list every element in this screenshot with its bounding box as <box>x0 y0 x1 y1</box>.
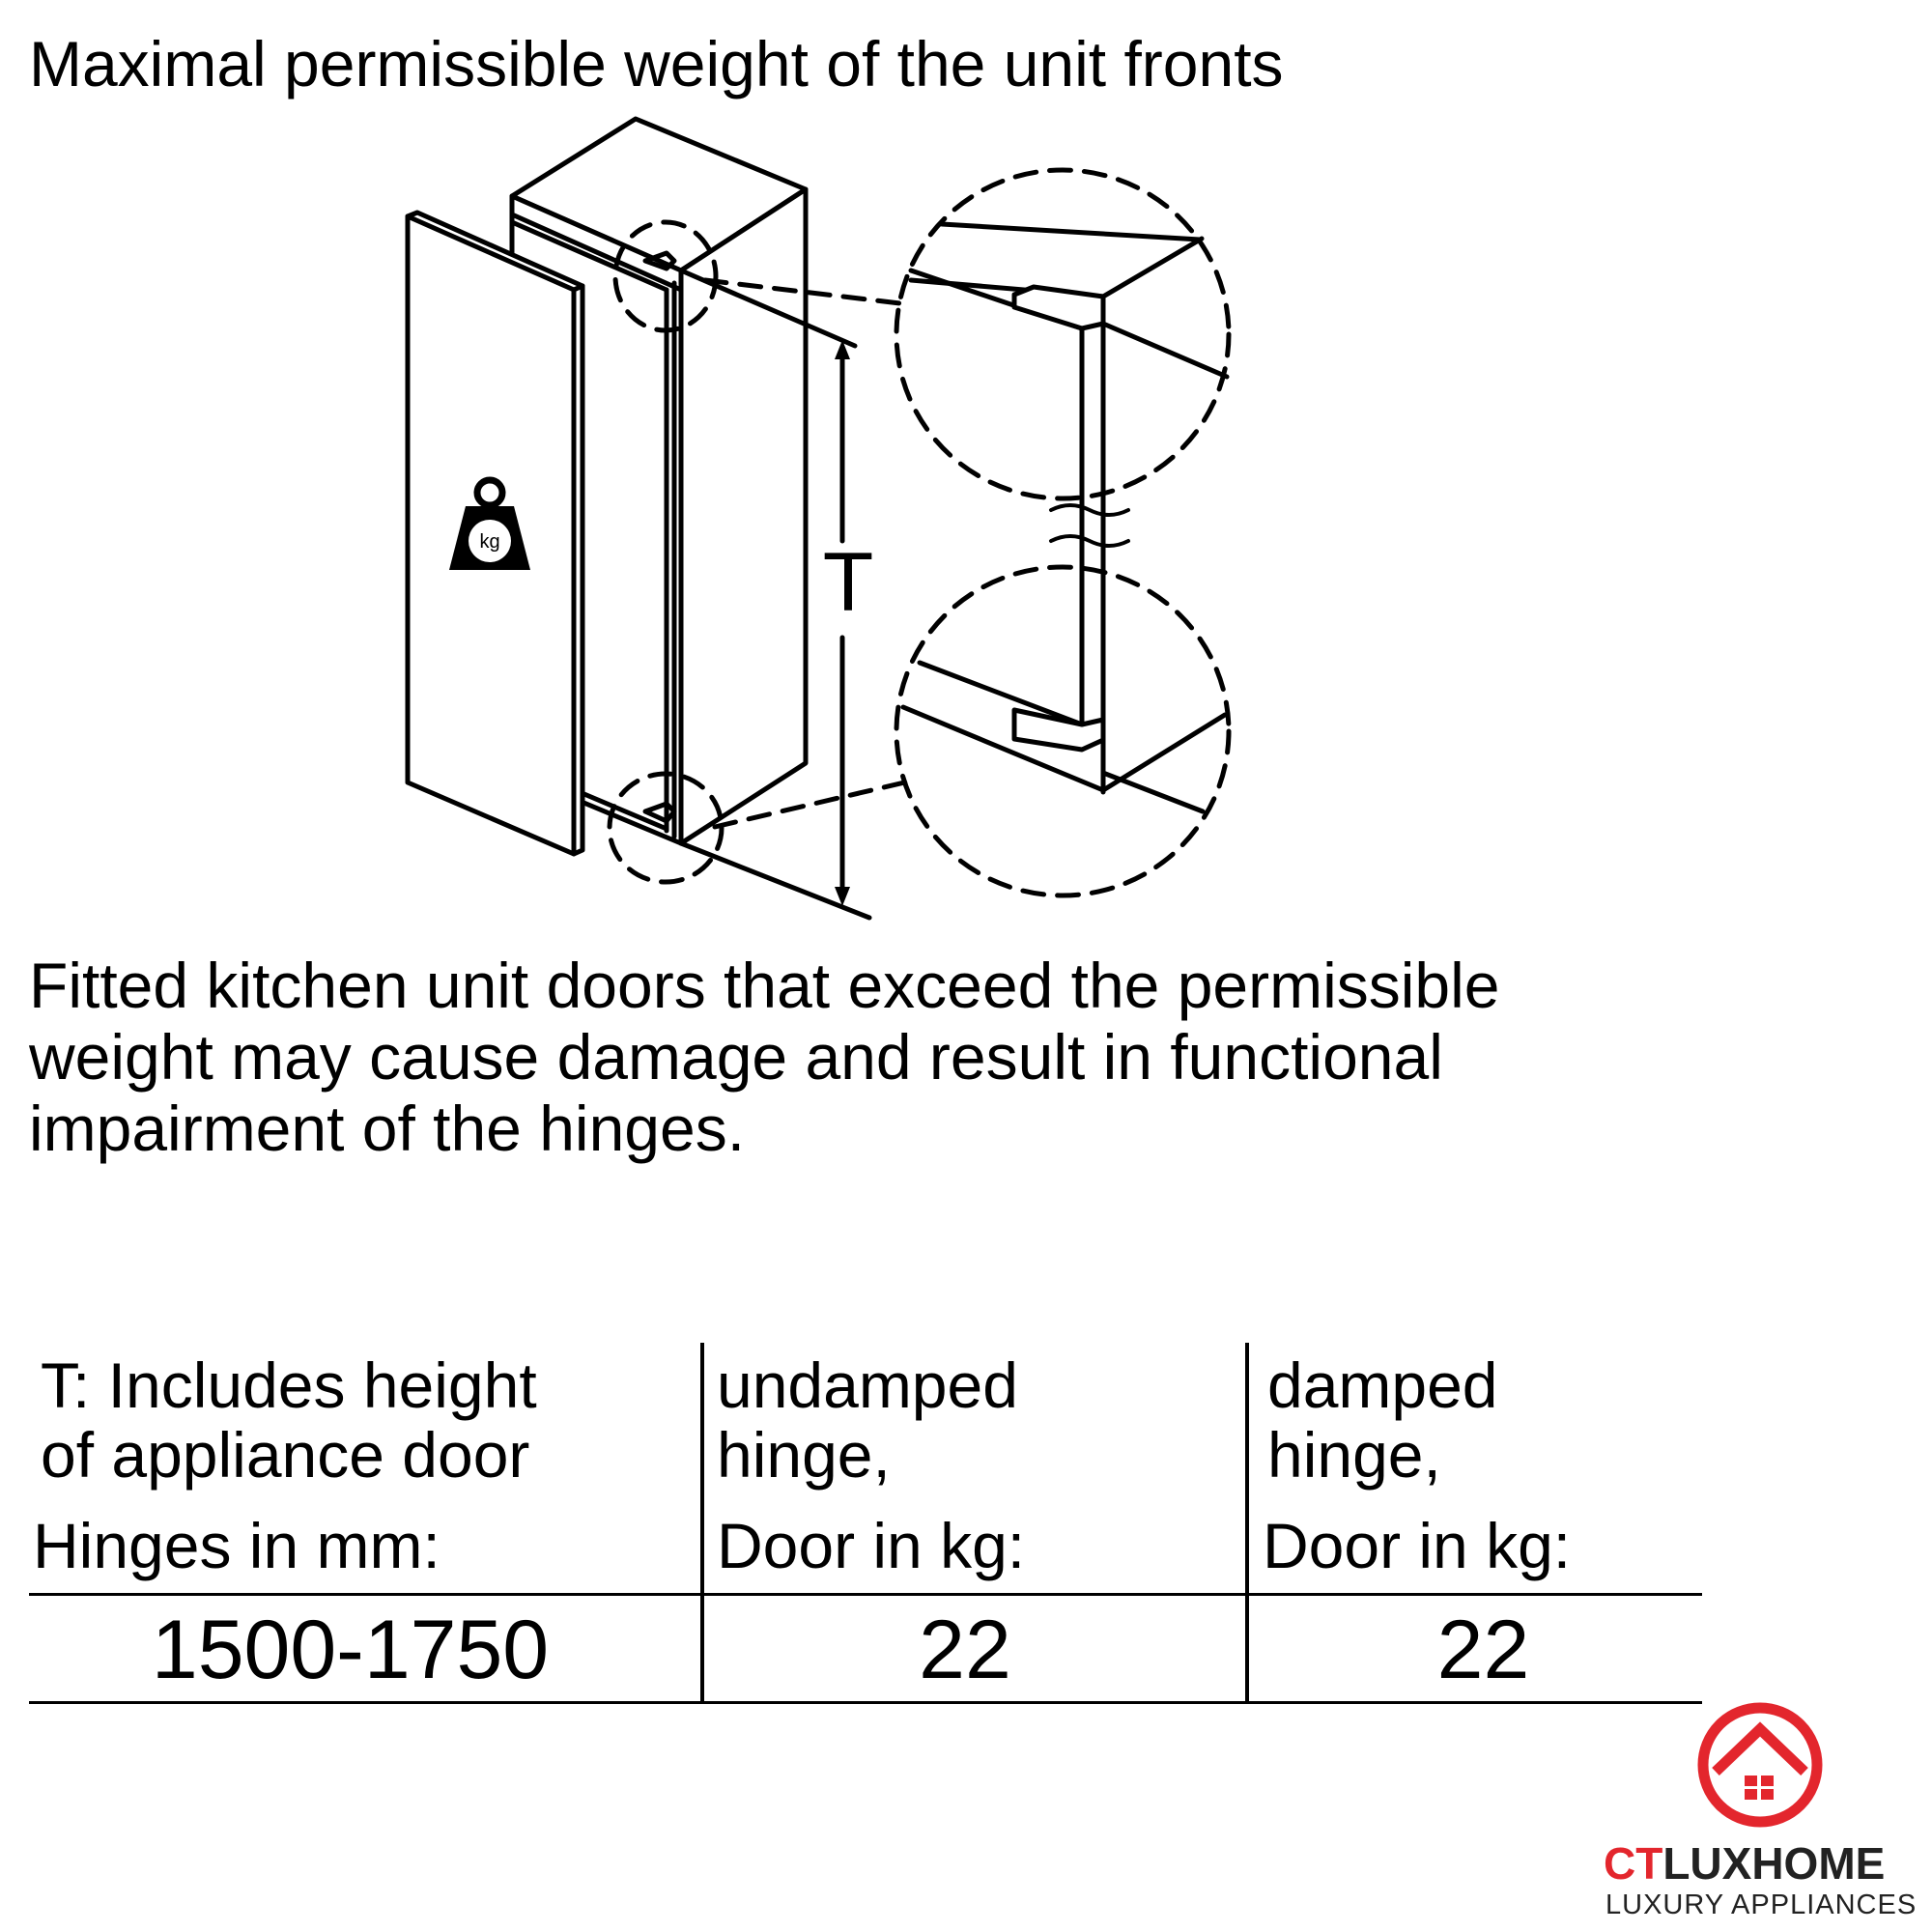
break-marks <box>1051 505 1128 546</box>
table-header-col1-line1: T: Includes height <box>41 1350 537 1421</box>
table-header-col2-line2: hinge, <box>717 1419 891 1491</box>
bottom-hinge-detail <box>903 663 1225 811</box>
page-title: Maximal permissible weight of the unit fronts <box>29 28 1284 99</box>
dimension-t-label: T <box>822 536 874 629</box>
table-header-col3-line1: damped <box>1267 1350 1498 1421</box>
table-header-col2-line3: Door in kg: <box>717 1510 1026 1581</box>
table-bottom-rule <box>29 1701 1702 1704</box>
brand-ct: CT <box>1604 1838 1663 1889</box>
brand-tagline: LUXURY APPLIANCES <box>1605 1889 1918 1920</box>
weight-unit-label: kg <box>479 531 500 553</box>
warning-line: impairment of the hinges. <box>29 1093 746 1164</box>
table-header-col3-line2: hinge, <box>1267 1419 1441 1491</box>
brand-name <box>1604 1839 1885 1888</box>
table-header-col3-line3: Door in kg: <box>1263 1510 1572 1581</box>
brand-luxhome: LUXHOME <box>1662 1838 1886 1889</box>
table-header-rule <box>29 1593 1702 1596</box>
table-header-col2-line1: undamped <box>717 1350 1018 1421</box>
table-header-col1-line2: of appliance door <box>41 1419 530 1491</box>
table-cell-hinges-mm: 1500-1750 <box>151 1604 550 1696</box>
top-hinge-detail <box>911 224 1227 792</box>
warning-line: Fitted kitchen unit doors that exceed the permissible <box>29 950 1500 1021</box>
warning-line: weight may cause damage and result in functional <box>29 1021 1443 1093</box>
table-cell-damped-kg: 22 <box>1436 1604 1530 1696</box>
warning-text <box>29 950 1768 1164</box>
table-header-col1-line3: Hinges in mm: <box>33 1510 440 1581</box>
table-cell-undamped-kg: 22 <box>919 1604 1011 1696</box>
house-logo-icon <box>1692 1700 1828 1831</box>
